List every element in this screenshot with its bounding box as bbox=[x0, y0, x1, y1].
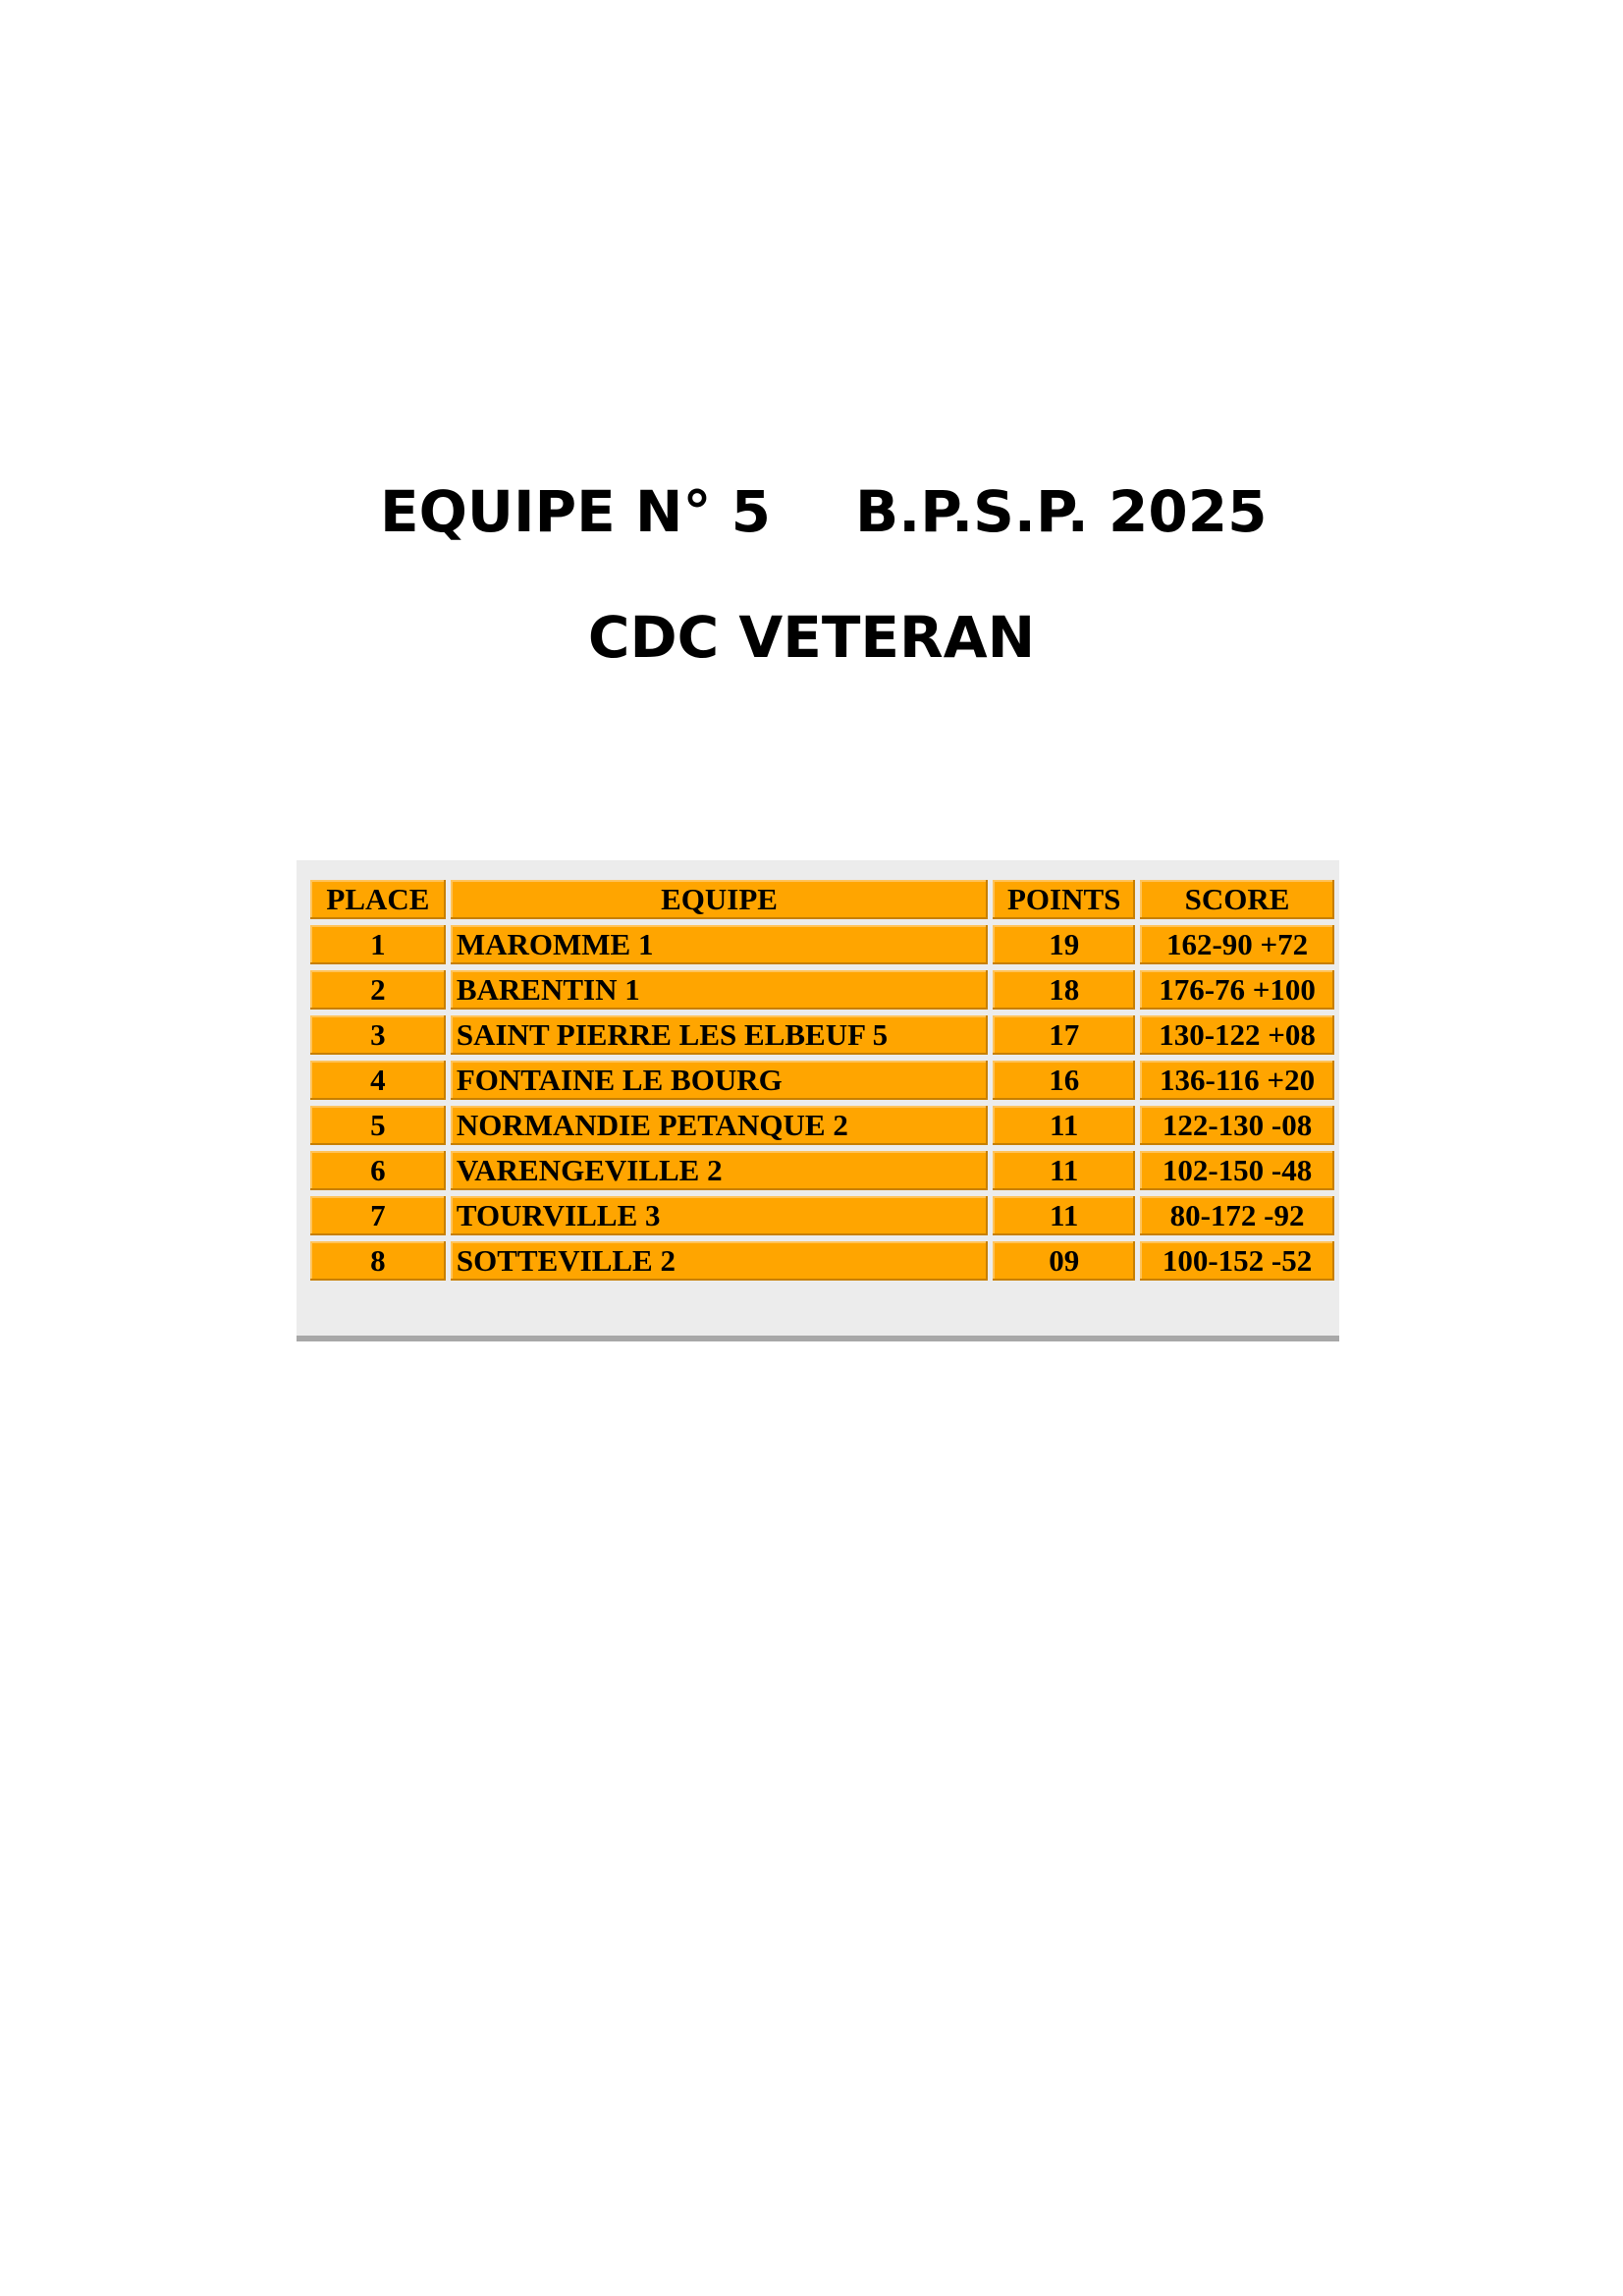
standings-table-frame bbox=[297, 860, 1339, 1341]
cell-score: 122-130 -08 bbox=[1140, 1106, 1334, 1145]
cell-points: 11 bbox=[993, 1196, 1135, 1235]
cell-place: 4 bbox=[310, 1061, 446, 1100]
table-row bbox=[310, 925, 1334, 964]
cell-equipe: SOTTEVILLE 2 bbox=[451, 1241, 988, 1281]
cell-points: 11 bbox=[993, 1151, 1135, 1190]
cell-score: 136-116 +20 bbox=[1140, 1061, 1334, 1100]
cell-equipe: TOURVILLE 3 bbox=[451, 1196, 988, 1235]
cell-place: 8 bbox=[310, 1241, 446, 1281]
header-score: SCORE bbox=[1140, 880, 1334, 919]
header-points: POINTS bbox=[993, 880, 1135, 919]
page-subtitle: CDC VETERAN bbox=[587, 604, 1036, 671]
cell-equipe: SAINT PIERRE LES ELBEUF 5 bbox=[451, 1015, 988, 1055]
cell-place: 1 bbox=[310, 925, 446, 964]
standings-table bbox=[305, 874, 1339, 1286]
header-place: PLACE bbox=[310, 880, 446, 919]
cell-points: 18 bbox=[993, 970, 1135, 1010]
table-row bbox=[310, 1061, 1334, 1100]
cell-score: 176-76 +100 bbox=[1140, 970, 1334, 1010]
team-title: EQUIPE N° 5 bbox=[380, 478, 772, 545]
cell-points: 19 bbox=[993, 925, 1135, 964]
cell-equipe: BARENTIN 1 bbox=[451, 970, 988, 1010]
table-row bbox=[310, 1106, 1334, 1145]
table-row bbox=[310, 1015, 1334, 1055]
table-row bbox=[310, 1151, 1334, 1190]
cell-place: 2 bbox=[310, 970, 446, 1010]
cell-points: 16 bbox=[993, 1061, 1135, 1100]
table-row bbox=[310, 1196, 1334, 1235]
cell-equipe: VARENGEVILLE 2 bbox=[451, 1151, 988, 1190]
cell-place: 5 bbox=[310, 1106, 446, 1145]
org-title: B.P.S.P. 2025 bbox=[855, 478, 1268, 545]
cell-place: 3 bbox=[310, 1015, 446, 1055]
cell-score: 162-90 +72 bbox=[1140, 925, 1334, 964]
cell-place: 6 bbox=[310, 1151, 446, 1190]
cell-score: 80-172 -92 bbox=[1140, 1196, 1334, 1235]
cell-equipe: FONTAINE LE BOURG bbox=[451, 1061, 988, 1100]
header-equipe: EQUIPE bbox=[451, 880, 988, 919]
cell-equipe: NORMANDIE PETANQUE 2 bbox=[451, 1106, 988, 1145]
cell-place: 7 bbox=[310, 1196, 446, 1235]
cell-points: 17 bbox=[993, 1015, 1135, 1055]
table-row bbox=[310, 1241, 1334, 1281]
cell-score: 130-122 +08 bbox=[1140, 1015, 1334, 1055]
cell-score: 100-152 -52 bbox=[1140, 1241, 1334, 1281]
cell-score: 102-150 -48 bbox=[1140, 1151, 1334, 1190]
table-row bbox=[310, 970, 1334, 1010]
cell-equipe: MAROMME 1 bbox=[451, 925, 988, 964]
cell-points: 09 bbox=[993, 1241, 1135, 1281]
cell-points: 11 bbox=[993, 1106, 1135, 1145]
table-header-row bbox=[310, 880, 1334, 919]
